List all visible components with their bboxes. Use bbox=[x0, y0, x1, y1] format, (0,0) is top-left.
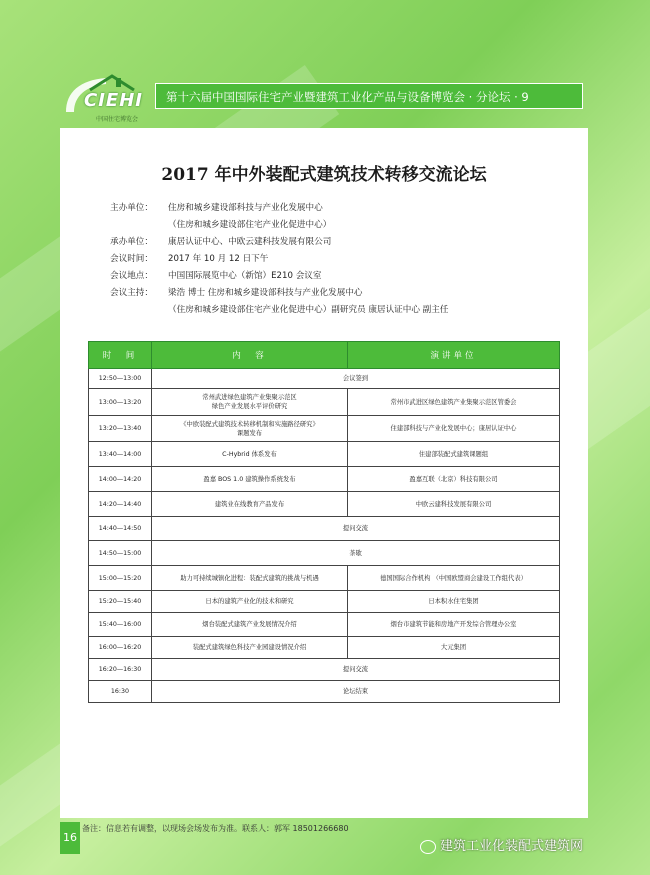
page-content bbox=[60, 128, 588, 818]
info-row bbox=[110, 200, 448, 217]
table-row bbox=[89, 613, 560, 637]
cell-time: 13:20—13:40 bbox=[89, 416, 152, 442]
event-info bbox=[110, 200, 448, 319]
table-row bbox=[89, 369, 560, 389]
cell-content: 《中欧装配式建筑技术转移机制和实施路径研究》 课题发布 bbox=[152, 416, 348, 442]
cell-time: 13:00—13:20 bbox=[89, 389, 152, 416]
cell-time: 16:20—16:30 bbox=[89, 659, 152, 681]
table-row bbox=[89, 541, 560, 566]
cell-time: 14:00—14:20 bbox=[89, 467, 152, 492]
cell-content: 烟台装配式建筑产业发展情况介绍 bbox=[152, 613, 348, 637]
schedule-table bbox=[88, 341, 560, 703]
cell-speaker: 常州市武进区绿色建筑产业集聚示范区管委会 bbox=[348, 389, 560, 416]
cell-speaker: 盈嘉互联（北京）科技有限公司 bbox=[348, 467, 560, 492]
cell-speaker: 烟台市建筑节能和房地产开发综合管理办公室 bbox=[348, 613, 560, 637]
cell-content: 茶歇 bbox=[152, 541, 560, 566]
table-row bbox=[89, 591, 560, 613]
cell-time: 16:30 bbox=[89, 681, 152, 703]
cell-time: 15:40—16:00 bbox=[89, 613, 152, 637]
logo-text: CIEHI bbox=[84, 90, 143, 111]
info-row bbox=[110, 268, 448, 285]
table-row bbox=[89, 517, 560, 541]
cell-time: 12:50—13:00 bbox=[89, 369, 152, 389]
info-value: （住房和城乡建设部住宅产业化促进中心） bbox=[168, 220, 332, 230]
cell-content: 建筑业在线教育产品发布 bbox=[152, 492, 348, 517]
header-time: 时 间 bbox=[89, 342, 152, 369]
cell-speaker: 大元集团 bbox=[348, 637, 560, 659]
cell-content: 会议签到 bbox=[152, 369, 560, 389]
table-row bbox=[89, 416, 560, 442]
header-banner: 第十六届中国国际住宅产业暨建筑工业化产品与设备博览会 · 分论坛 · 9 bbox=[155, 83, 583, 109]
cell-content: C-Hybrid 体系发布 bbox=[152, 442, 348, 467]
watermark-text: 建筑工业化装配式建筑网 bbox=[440, 839, 584, 854]
info-row bbox=[110, 302, 448, 319]
cell-time: 14:40—14:50 bbox=[89, 517, 152, 541]
table-row bbox=[89, 659, 560, 681]
info-label: 会议地点： bbox=[110, 271, 153, 281]
info-value: 梁浩 博士 住房和城乡建设部科技与产业化发展中心 bbox=[168, 288, 363, 298]
table-row bbox=[89, 566, 560, 591]
table-row bbox=[89, 442, 560, 467]
cell-content: 提问交流 bbox=[152, 659, 560, 681]
info-value: 中国国际展览中心（新馆）E210 会议室 bbox=[168, 271, 322, 281]
cell-time: 14:50—15:00 bbox=[89, 541, 152, 566]
header-content: 内 容 bbox=[152, 342, 348, 369]
info-value: 2017 年 10 月 12 日下午 bbox=[168, 254, 269, 264]
cell-speaker: 住建部科技与产业化发展中心；康居认证中心 bbox=[348, 416, 560, 442]
page-number: 16 bbox=[60, 822, 80, 854]
table-row bbox=[89, 389, 560, 416]
watermark bbox=[420, 835, 583, 854]
wechat-icon bbox=[420, 840, 436, 854]
cell-speaker: 德国国际合作机构 （中国欧盟商会建设工作组代表） bbox=[348, 566, 560, 591]
cell-time: 16:00—16:20 bbox=[89, 637, 152, 659]
cell-time: 13:40—14:00 bbox=[89, 442, 152, 467]
info-row bbox=[110, 217, 448, 234]
cell-content: 论坛结束 bbox=[152, 681, 560, 703]
info-value: 康居认证中心、中欧云建科技发展有限公司 bbox=[168, 237, 332, 247]
table-row bbox=[89, 492, 560, 517]
cell-speaker: 住建部装配式建筑课题组 bbox=[348, 442, 560, 467]
info-label: 承办单位： bbox=[110, 237, 153, 247]
table-row bbox=[89, 467, 560, 492]
info-label: 主办单位： bbox=[110, 203, 153, 213]
info-label: 会议主持： bbox=[110, 288, 153, 298]
cell-time: 15:00—15:20 bbox=[89, 566, 152, 591]
cell-content: 装配式建筑绿色科技产业园建设情况介绍 bbox=[152, 637, 348, 659]
info-row bbox=[110, 234, 448, 251]
page-title: 2017 年中外装配式建筑技术转移交流论坛 bbox=[161, 165, 487, 185]
cell-content: 提问交流 bbox=[152, 517, 560, 541]
logo-subtitle: 中国住宅博览会 bbox=[96, 116, 139, 123]
table-row bbox=[89, 681, 560, 703]
cell-content: 常州武进绿色建筑产业集聚示范区 绿色产业发展水平评价研究 bbox=[152, 389, 348, 416]
cell-content: 助力可持续城镇化进程：装配式建筑的挑战与机遇 bbox=[152, 566, 348, 591]
cell-speaker: 日本积水住宅集团 bbox=[348, 591, 560, 613]
header-speaker: 演讲单位 bbox=[348, 342, 560, 369]
table-header-row bbox=[89, 342, 560, 369]
info-label: 会议时间： bbox=[110, 254, 153, 264]
info-row bbox=[110, 251, 448, 268]
cell-content: 盈嘉 BOS 1.0 建筑操作系统发布 bbox=[152, 467, 348, 492]
cell-content: 日本的建筑产业化的技术和研究 bbox=[152, 591, 348, 613]
footer-note: 备注：信息若有调整，以现场会场发布为准。联系人：郭军 18501266680 bbox=[82, 824, 349, 833]
cell-time: 15:20—15:40 bbox=[89, 591, 152, 613]
info-value: （住房和城乡建设部住宅产业化促进中心）副研究员 康居认证中心 副主任 bbox=[168, 305, 449, 315]
table-row bbox=[89, 637, 560, 659]
cell-speaker: 中欧云建科技发展有限公司 bbox=[348, 492, 560, 517]
cell-time: 14:20—14:40 bbox=[89, 492, 152, 517]
info-row bbox=[110, 285, 448, 302]
info-value: 住房和城乡建设部科技与产业化发展中心 bbox=[168, 203, 323, 213]
